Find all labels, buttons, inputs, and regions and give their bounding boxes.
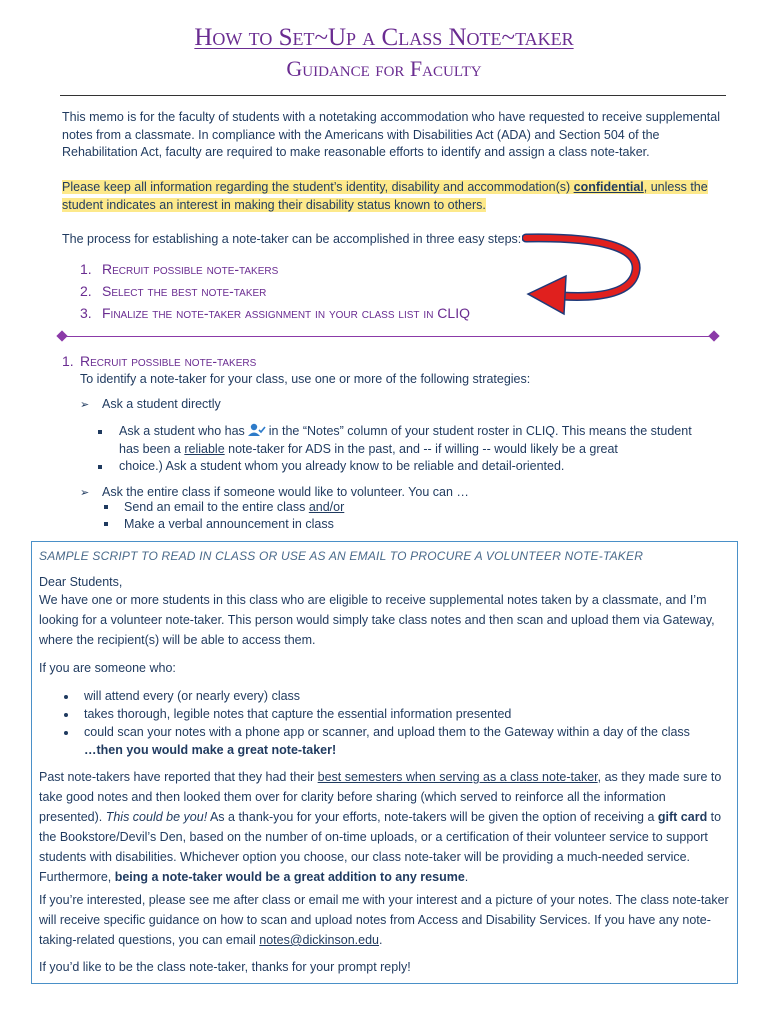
strategy-item: ➢ Ask the entire class if someone would like to volunteer. You can …	[80, 484, 469, 502]
script-paragraph: If you’re interested, please see me after class or email me with your interest and a picture of your notes. The class note-taker will receive specific guidance on how to scan and upload notes from Access and Disability Services. If you have any note-taking-related questions, you can email notes@dickinson.edu.	[39, 893, 729, 947]
step-item: 1. Recruit possible note-takers	[80, 261, 279, 277]
step-item: 3. Finalize the note-taker assignment in your class list in CLIQ	[80, 305, 470, 321]
strategy-subitem: choice.) Ask a student whom you already know to be reliable and detail-oriented.	[119, 459, 565, 473]
bullet-square	[98, 465, 102, 469]
bullet-dot	[64, 713, 68, 717]
curved-arrow-icon	[522, 228, 648, 320]
strategy-item: ➢ Ask a student directly	[80, 396, 221, 414]
script-greeting: Dear Students,	[39, 575, 123, 589]
script-closing: If you’d like to be the class note-taker, thanks for your prompt reply!	[39, 960, 411, 974]
intro-paragraph: This memo is for the faculty of students with a notetaking accommodation who have requested to receive supplemental notes from a classmate. In compliance with the Americans with Disabilities Act (ADA) and Section 504 of the Rehabilitation Act, faculty are required to make reasonable efforts to identify and assign a class note-taker.	[62, 110, 720, 159]
script-paragraph: We have one or more students in this class who are eligible to receive supplemental notes taken by a classmate, and I’m looking for a volunteer note-taker. This person would simply take class notes and then scan and upload them via Gateway, where the recipient(s) will be able to access them.	[39, 593, 715, 647]
script-bullet: will attend every (or nearly every) class	[84, 689, 301, 703]
steps-list	[80, 258, 470, 324]
script-bullet: could scan your notes with a phone app or scanner, and upload them to the Gateway within a day of the class	[84, 725, 690, 739]
chevron-right-icon: ➢	[80, 487, 90, 499]
page-subtitle: Guidance for Faculty	[286, 56, 482, 81]
divider-endcap	[708, 330, 719, 341]
section-intro: To identify a note-taker for your class, use one or more of the following strategies:	[80, 372, 531, 386]
confidentiality-note: Please keep all information regarding the student’s identity, disability and accommodation(s) confidential, unless the student indicates an interest in making their disability status known to others.	[62, 180, 708, 212]
script-bullet: takes thorough, legible notes that capture the essential information presented	[84, 707, 512, 721]
bullet-square	[104, 505, 108, 509]
strategy-subitem-cont: has been a reliable note-taker for ADS in the past, and -- if willing -- would likely be a great	[119, 442, 618, 456]
script-bullet-bold: …then you would make a great note-taker!	[84, 743, 337, 757]
strategy-subitem: Ask a student who has in the “Notes” column of your student roster in CLIQ. This means the student	[119, 424, 692, 438]
bullet-square	[104, 522, 108, 526]
section-heading: 1. Recruit possible note-takers	[62, 353, 257, 369]
step-item: 2. Select the best note-taker	[80, 283, 267, 299]
process-intro: The process for establishing a note-taker can be accomplished in three easy steps:	[62, 232, 522, 246]
chevron-right-icon: ➢	[80, 399, 90, 411]
email-link[interactable]: notes@dickinson.edu	[259, 933, 379, 947]
strategy-subitem: Make a verbal announcement in class	[124, 517, 334, 531]
bullet-square	[98, 430, 102, 434]
bullet-dot	[64, 695, 68, 699]
title-rule	[60, 95, 726, 96]
confidential-word: confidential	[573, 180, 644, 194]
strategy-subitem: Send an email to the entire class and/or	[124, 500, 345, 514]
bullet-dot	[64, 731, 68, 735]
script-title: SAMPLE SCRIPT TO READ IN CLASS OR USE AS AN EMAIL TO PROCURE A VOLUNTEER NOTE-TAKER	[39, 549, 644, 563]
page-title: How to Set~Up a Class Note~taker	[194, 24, 574, 51]
user-check-icon	[248, 423, 266, 437]
script-lead-in: If you are someone who:	[39, 661, 176, 675]
script-paragraph: Past note-takers have reported that they had their best semesters when serving as a class note-taker, as they made sure to take good notes and then looked them over for clarity before sharing (which served to reinforce all the information presented). This could be you! As a thank-you for your efforts, note-takers will be given the option of receiving a gift card to the Bookstore/Devil’s Den, based on the number of on-time uploads, or a certification of their volunteer service to support students with disabilities. Whichever option you choose, our class note-taker will be providing a much-needed service. Furthermore, being a note-taker would be a great addition to any resume.	[39, 770, 722, 884]
section-divider	[62, 336, 714, 337]
